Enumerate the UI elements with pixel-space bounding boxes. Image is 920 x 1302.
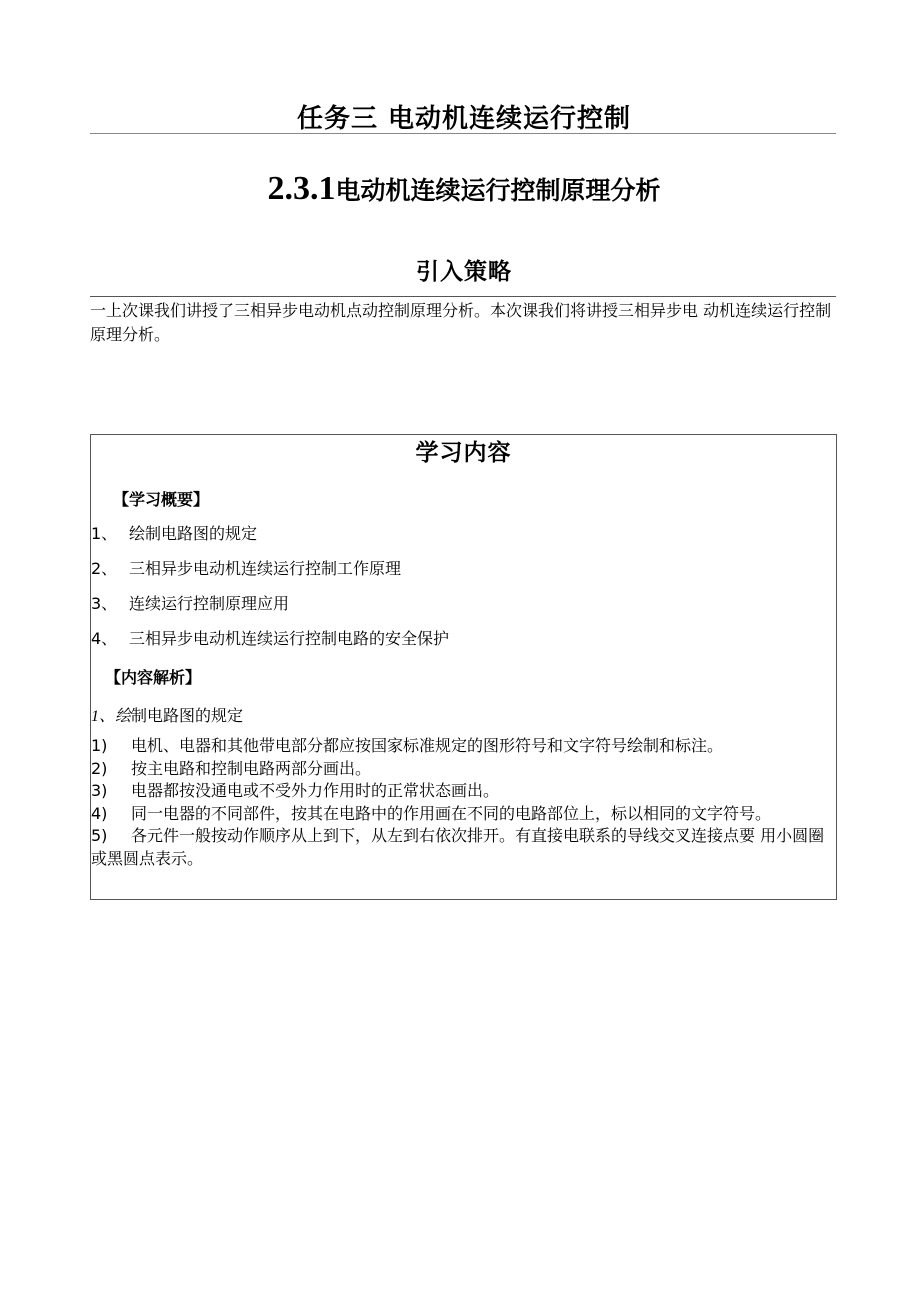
divider [90,133,836,134]
summary-item-number: 3、 [91,594,118,613]
point-title-text: 制电路图的规定 [131,706,244,725]
rule-item [91,758,831,781]
content-heading: 学习内容 [415,440,512,466]
summary-item-number: 1、 [91,524,118,543]
summary-item [91,593,449,628]
summary-item-number: 4、 [91,629,118,648]
rule-text: 各元件一般按动作顺序从上到下，从左到右依次排开。有直接电联系的导线交叉连接点要 用小圆圈或黑圆点表示。 [91,826,825,868]
rules-list [91,735,831,871]
rule-number: 1) [91,736,108,755]
summary-item [91,628,449,663]
rule-number: 4) [91,803,108,823]
summary-item [91,558,449,593]
summary-item-text: 连续运行控制原理应用 [129,594,290,613]
section-title [0,170,920,208]
summary-item [91,523,449,558]
summary-item-text: 绘制电路图的规定 [129,524,258,543]
section-title-text: 电动机连续运行控制原理分析 [335,176,661,205]
summary-item-text: 三相异步电动机连续运行控制工作原理 [129,559,402,578]
rule-item [91,803,831,826]
intro-paragraph: 一上次课我们讲授了三相异步电动机点动控制原理分析。本次课我们将讲授三相异步电 动机连续运行控制原理分析。 [90,301,832,344]
section-number: 2.3.1 [267,170,336,207]
rule-item [91,825,831,870]
rule-item [91,735,831,758]
summary-label: 【学习概要】 [113,490,210,509]
learning-content-box [90,434,837,900]
rule-text: 电器都按没通电或不受外力作用时的正常状态画出。 [131,781,500,801]
task-title: 任务三 电动机连续运行控制 [296,104,632,134]
analysis-label: 【内容解析】 [105,668,202,687]
summary-item-text: 三相异步电动机连续运行控制电路的安全保护 [129,629,450,648]
rule-text: 按主电路和控制电路两部分画出。 [131,758,372,778]
summary-item-number: 2、 [91,559,118,578]
rule-item [91,780,831,803]
intro-heading: 引入策略 [416,259,512,285]
divider [90,296,836,297]
point-title [91,703,243,726]
point-title-number: 1、绘 [91,708,132,725]
summary-list [91,523,449,663]
rule-number: 2) [91,758,108,778]
rule-text: 同一电器的不同部件，按其在电路中的作用画在不同的电路部位上，标以相同的文字符号。 [131,803,772,823]
rule-number: 3) [91,781,108,801]
rule-text: 电机、电器和其他带电部分都应按国家标准规定的图形符号和文字符号绘制和标注。 [131,736,724,755]
rule-number: 5) [91,826,108,846]
